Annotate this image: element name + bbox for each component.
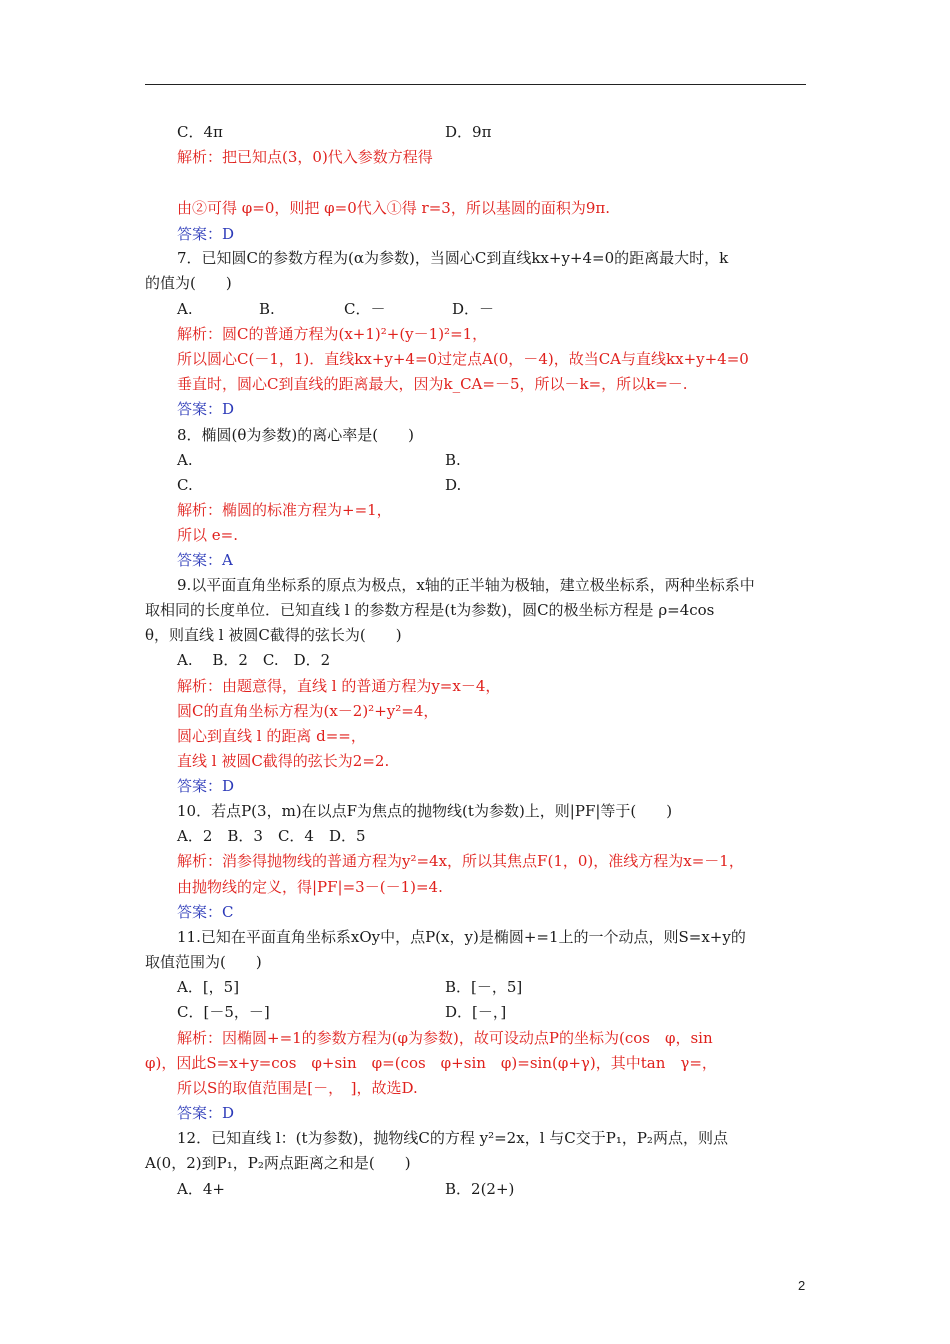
header-rule xyxy=(145,84,806,85)
answer-line: 答案：A xyxy=(177,551,233,569)
option-d: D．9π xyxy=(445,123,492,141)
option-a: A．4+ xyxy=(177,1180,225,1198)
solution-line: 由②可得 φ=0，则把 φ=0代入①得 r=3，所以基圆的面积为9π. xyxy=(177,199,610,217)
option-b: B. xyxy=(259,300,275,318)
question-11-cont: 取值范围为( ) xyxy=(145,953,262,971)
option-b: B. xyxy=(445,451,461,469)
option-d: D．－ xyxy=(452,300,495,318)
question-12: 12．已知直线 l：(t为参数)，抛物线C的方程 y²=2x，l 与C交于P₁，P₂两点，则点 xyxy=(177,1129,728,1147)
option-b: B．2(2+) xyxy=(445,1180,515,1198)
answer-line: 答案：D xyxy=(177,1104,235,1122)
solution-line: 解析：圆C的普通方程为(x+1)²+(y－1)²=1， xyxy=(177,325,488,343)
options-row: A. B．2 C. D．2 xyxy=(177,651,331,669)
option-d: D. xyxy=(445,476,462,494)
solution-line: 垂直时，圆心C到直线的距离最大，因为k_CA=－5，所以－k=，所以k=－. xyxy=(177,375,688,393)
page-number: 2 xyxy=(798,1278,806,1293)
option-a: A. xyxy=(177,300,193,318)
question-8: 8．椭圆(θ为参数)的离心率是( ) xyxy=(177,426,414,444)
solution-line: 解析：椭圆的标准方程为+=1， xyxy=(177,501,392,519)
solution-line: 解析：消参得抛物线的普通方程为y²=4x，所以其焦点F(1，0)，准线方程为x=－1， xyxy=(177,852,744,870)
question-11: 11.已知在平面直角坐标系xOy中，点P(x，y)是椭圆+=1上的一个动点，则S=x+y的 xyxy=(177,928,746,946)
option-c: C．－ xyxy=(344,300,386,318)
solution-line: 所以圆心C(－1，1)．直线kx+y+4=0过定点A(0，－4)，故当CA与直线kx+y+4=0 xyxy=(177,350,749,368)
option-b: B．[－，5] xyxy=(445,978,523,996)
solution-line: 圆C的直角坐标方程为(x－2)²+y²=4， xyxy=(177,702,439,720)
question-7: 7．已知圆C的参数方程为(α为参数)，当圆心C到直线kx+y+4=0的距离最大时，k xyxy=(177,249,729,267)
option-c: C. xyxy=(177,476,193,494)
option-c: C．4π xyxy=(177,123,223,141)
question-9-cont: 取相同的长度单位．已知直线 l 的参数方程是(t为参数)，圆C的极坐标方程是 ρ=4cos xyxy=(145,601,715,619)
question-10: 10．若点P(3，m)在以点F为焦点的抛物线(t为参数)上，则|PF|等于( ) xyxy=(177,802,673,820)
question-9: 9.以平面直角坐标系的原点为极点，x轴的正半轴为极轴，建立极坐标系，两种坐标系中 xyxy=(177,576,755,594)
answer-line: 答案：D xyxy=(177,400,235,418)
solution-line: 解析：因椭圆+=1的参数方程为(φ为参数)，故可设动点P的坐标为(cos φ，sin xyxy=(177,1029,713,1047)
answer-line: 答案：D xyxy=(177,777,235,795)
solution-line: 解析：把已知点(3，0)代入参数方程得 xyxy=(177,148,433,166)
answer-line: 答案：C xyxy=(177,903,234,921)
option-d: D．[－，] xyxy=(445,1003,507,1021)
solution-line: φ)，因此S=x+y=cos φ+sin φ=(cos φ+sin φ)=sin(φ+γ)，其中tan γ=， xyxy=(145,1054,717,1072)
solution-line: 解析：由题意得，直线 l 的普通方程为y=x－4， xyxy=(177,677,501,695)
solution-line: 由抛物线的定义，得|PF|=3－(－1)=4. xyxy=(177,878,443,896)
option-c: C．[－5，－] xyxy=(177,1003,270,1021)
question-7-cont: 的值为( ) xyxy=(145,274,232,292)
solution-line: 所以S的取值范围是[－， ]，故选D. xyxy=(177,1079,418,1097)
solution-line: 所以 e=. xyxy=(177,526,238,544)
options-row: A．2 B．3 C．4 D．5 xyxy=(177,827,366,845)
answer-line: 答案：D xyxy=(177,225,235,243)
question-12-cont: A(0，2)到P₁，P₂两点距离之和是( ) xyxy=(145,1154,411,1172)
option-a: A. xyxy=(177,451,193,469)
solution-line: 直线 l 被圆C截得的弦长为2=2. xyxy=(177,752,390,770)
question-9-cont: θ，则直线 l 被圆C截得的弦长为( ) xyxy=(145,626,402,644)
option-a: A．[，5] xyxy=(177,978,240,996)
solution-line: 圆心到直线 l 的距离 d==， xyxy=(177,727,366,745)
